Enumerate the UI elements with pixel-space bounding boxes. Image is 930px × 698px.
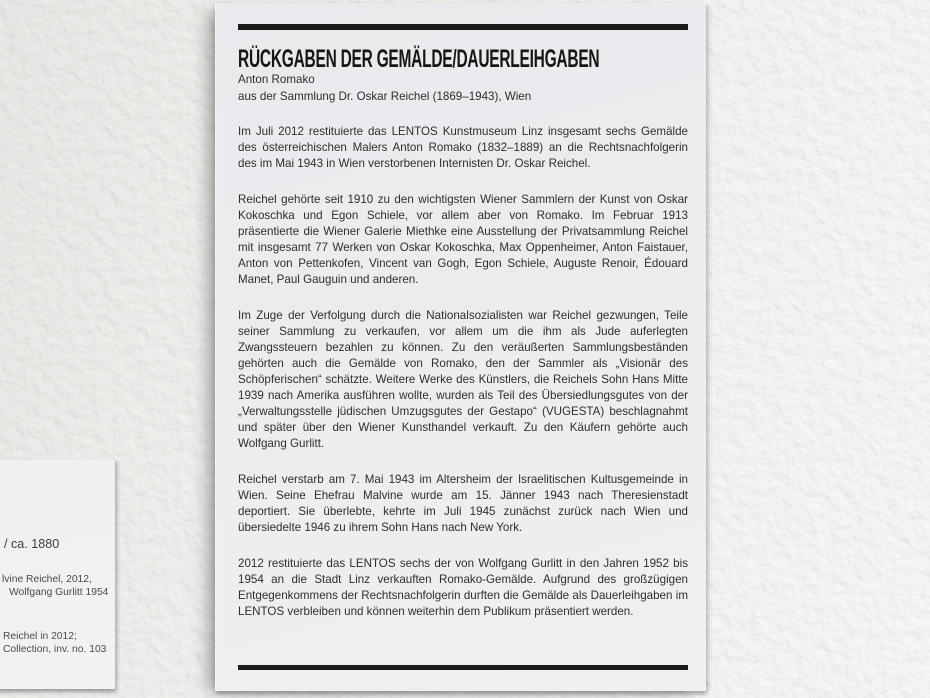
side-label-provenance-fragment-2: Wolfgang Gurlitt 1954 (9, 587, 109, 598)
placard-subhead (238, 72, 688, 105)
collection-line: aus der Sammlung Dr. Oskar Reichel (1869–1943), Wien (238, 89, 532, 103)
side-label-credit-fragment-2: Collection, inv. no. 103 (3, 644, 107, 655)
placard-title: RÜCKGABEN DER GEMÄLDE/DAUERLEIHGABEN (238, 45, 600, 73)
side-label-credit-fragment-1: Reichel in 2012; (3, 631, 77, 642)
placard-body (238, 124, 688, 640)
paragraph-reichel-death: Reichel verstarb am 7. Mai 1943 im Altersheim der Israelitischen Kultusgemeinde in Wien. Seine Ehefrau Malvine wurde am 15. Jänner 1943 nach Theresienstadt deportiert. Sie überlebte, kehrte im Juli 1945 zunächst zurück nach Wien und übersiedelte 1946 zu ihrem Sohn Hans nach New York. (238, 473, 688, 534)
paragraph-collector-history: Reichel gehörte seit 1910 zu den wichtigsten Wiener Sammlern der Kunst von Oskar Kokoschka und Egon Schiele, vor allem aber von Romako. Im Februar 1913 präsentierte die Wiener Galerie Miethke eine Ausstellung der Privatsammlung Reichel mit insgesamt 77 Werken von Oskar Kokoschka, Max Oppenheimer, Anton Faistauer, Anton von Pettenkofen, Vincent van Gogh, Egon Schiele, Auguste Renoir, Édouard Manet, Paul Gauguin und anderen. (238, 193, 688, 286)
paragraph-restitution-2012: Im Juli 2012 restituierte das LENTOS Kunstmuseum Linz insgesamt sechs Gemälde des österreichischen Malers Anton Romako (1832–1889) an die Rechtsnachfolgerin des im Mai 1943 in Wien verstorbenen Internisten Dr. Oskar Reichel. (238, 125, 688, 170)
side-label-date-fragment: / ca. 1880 (4, 537, 60, 551)
artist-name: Anton Romako (238, 73, 315, 86)
bottom-rule (238, 665, 688, 670)
side-label-provenance-fragment-1: lvine Reichel, 2012, (2, 574, 92, 585)
paragraph-persecution: Im Zuge der Verfolgung durch die Nationalsozialisten war Reichel gezwungen, Teile seiner Sammlung zu verkaufen, vor allem um die ihm als Jude auferlegten Zwangssteuern bezahlen zu können. Zu den veräußerten Sammlungsbeständen gehörten auch die Gemälde von Romako, den der Sammler als „Visionär des Schöpferischen“ schätzte. Weitere Werke des Künstlers, die Reichels Sohn Hans Mitte 1939 nach Amerika ausführen wollte, wurden als Teil des Übersiedlungsgutes von der „Verwaltungsstelle jüdischen Umzugsgutes der Gestapo“ (VUGESTA) beschlagnahmt und später über den Wiener Kunsthandel verkauft. Zu den Käufern gehörte auch Wolfgang Gurlitt. (238, 309, 688, 450)
side-label-card (0, 460, 115, 689)
paragraph-permanent-loan: 2012 restituierte das LENTOS sechs der von Wolfgang Gurlitt in den Jahren 1952 bis 1954 an die Stadt Linz verkauften Romako-Gemälde. Aufgrund des großzügigen Entgegenkommens der Rechtsnachfolgerin durften die Gemälde als Dauerleihgaben im LENTOS verbleiben und können weiterhin dem Publikum präsentiert werden. (238, 557, 688, 618)
top-rule (238, 24, 688, 30)
restitution-placard (215, 3, 706, 691)
